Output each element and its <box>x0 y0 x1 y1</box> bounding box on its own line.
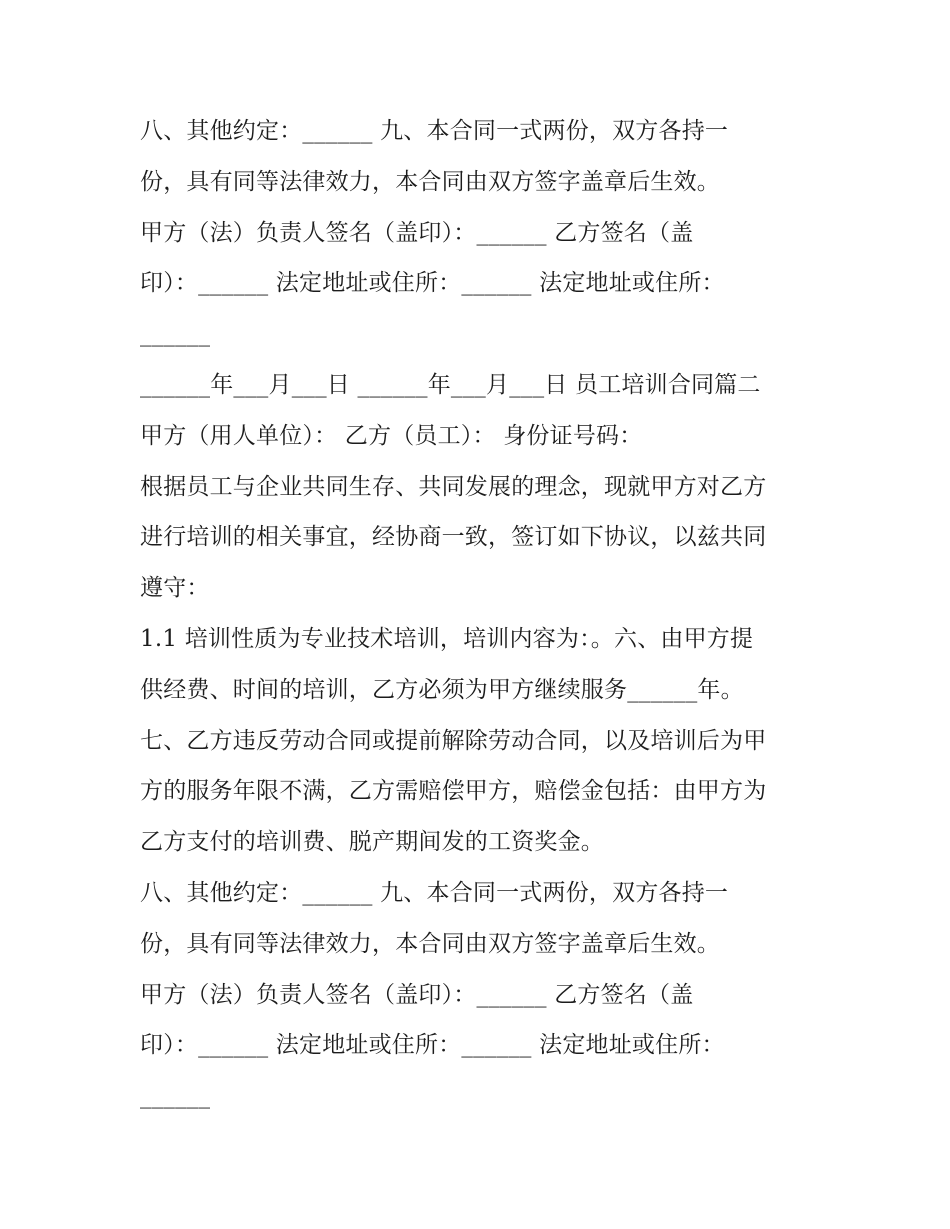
text-line: ______年___月___日 ______年___月___日 员工培训合同篇二 <box>140 371 761 398</box>
text-line: ______ <box>140 321 211 348</box>
text-line: ______ <box>140 1083 211 1110</box>
text-line: 七、乙方违反劳动合同或提前解除劳动合同，以及培训后为甲 <box>140 727 767 754</box>
text-line: 份，具有同等法律效力，本合同由双方签字盖章后生效。 <box>140 168 720 195</box>
text-line: 八、其他约定：______ 九、本合同一式两份，双方各持一 <box>140 879 729 906</box>
text-line: 八、其他约定：______ 九、本合同一式两份，双方各持一 <box>140 118 729 144</box>
text-line: 份，具有同等法律效力，本合同由双方签字盖章后生效。 <box>140 930 720 957</box>
text-line: 进行培训的相关事宜，经协商一致，签订如下协议，以兹共同 <box>140 524 767 551</box>
document-body <box>140 106 820 1122</box>
text-line: 印）：______ 法定地址或住所：______ 法定地址或住所： <box>140 1032 725 1059</box>
text-line: 甲方（用人单位）： 乙方（员工）： 身份证号码： <box>140 422 643 449</box>
text-line: 甲方（法）负责人签名（盖印）：______ 乙方签名（盖 <box>140 219 694 246</box>
text-line: 根据员工与企业共同生存、共同发展的理念，现就甲方对乙方 <box>140 473 767 500</box>
text-line: 乙方支付的培训费、脱产期间发的工资奖金。 <box>140 829 604 856</box>
text-line: 供经费、时间的培训，乙方必须为甲方继续服务______年。 <box>140 676 744 703</box>
text-line: 印）：______ 法定地址或住所：______ 法定地址或住所： <box>140 270 725 297</box>
text-line: 甲方（法）负责人签名（盖印）：______ 乙方签名（盖 <box>140 981 694 1008</box>
text-line: 方的服务年限不满，乙方需赔偿甲方，赔偿金包括：由甲方为 <box>140 778 767 805</box>
text-line: 1.1 培训性质为专业技术培训，培训内容为：。六、由甲方提 <box>140 625 754 652</box>
text-line: 遵守： <box>140 575 210 602</box>
